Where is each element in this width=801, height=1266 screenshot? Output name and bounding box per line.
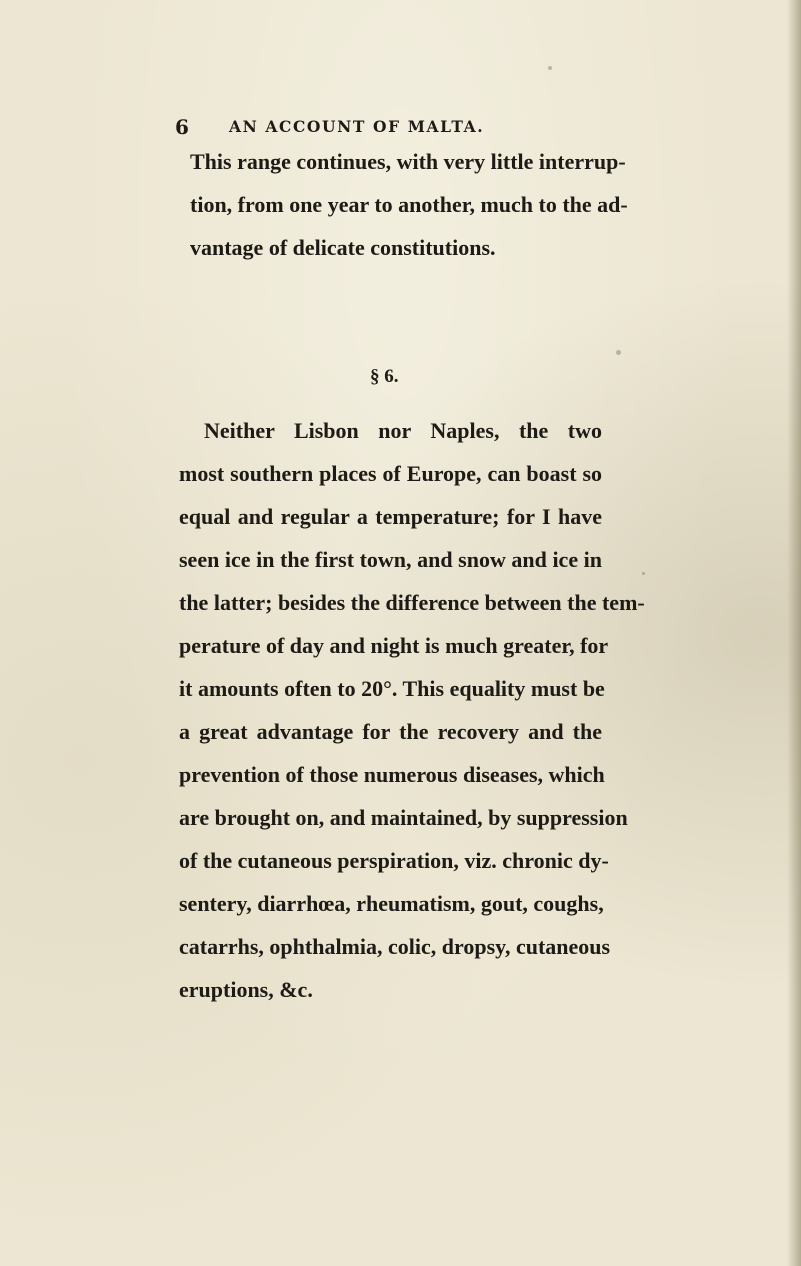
paragraph-continuation [190,140,628,269]
text-line: prevention of those numerous diseases, which [179,762,605,787]
text-line: seen ice in the first town, and snow and ice in [179,547,602,572]
section-heading: § 6. [370,366,399,387]
paper-speck [548,66,552,70]
text-line: most southern places of Europe, can boast so [179,461,602,486]
page-number: 6 [175,115,189,139]
text-line: it amounts often to 20°. This equality must be [179,676,605,701]
page-header [175,115,595,139]
text-line: vantage of delicate constitutions. [190,235,496,260]
page-edge-shadow [787,0,801,1266]
paper-speck [616,350,621,355]
text-line: catarrhs, ophthalmia, colic, dropsy, cutaneous [179,934,611,959]
text-line: of the cutaneous perspiration, viz. chronic dy- [179,848,609,873]
paper-speck [642,572,645,575]
running-head: AN ACCOUNT OF MALTA. [229,117,485,136]
text-line: tion, from one year to another, much to the ad- [190,192,628,217]
text-line: a great advantage for the recovery and the [179,719,602,744]
text-line: perature of day and night is much greater, for [179,633,609,658]
text-line: the latter; besides the difference between the tem- [179,590,645,615]
text-line: sentery, diarrhœa, rheumatism, gout, coughs, [179,891,604,916]
text-line: equal and regular a temperature; for I have [179,504,602,529]
paragraph-section-6 [179,409,645,1011]
text-line: Neither Lisbon nor Naples, the two [204,418,602,443]
text-line: are brought on, and maintained, by suppression [179,805,628,830]
text-line: This range continues, with very little interrup- [190,149,626,174]
text-line: eruptions, &c. [179,977,313,1002]
